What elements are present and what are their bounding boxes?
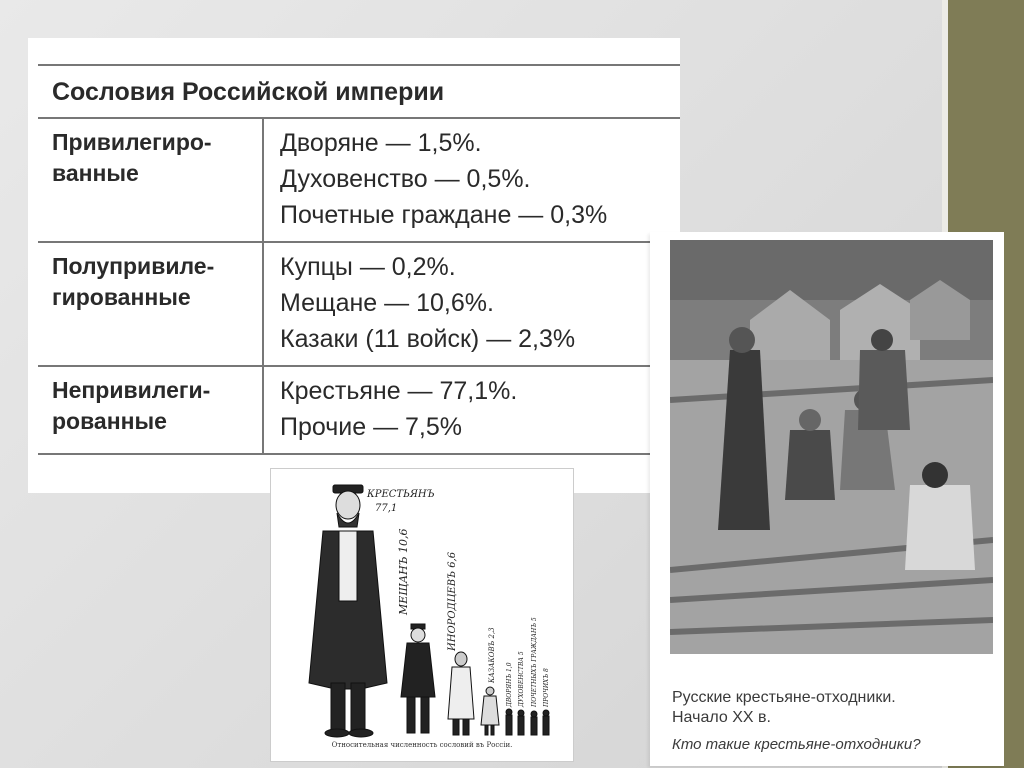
photo-caption-line: Начало XX в.: [672, 709, 771, 726]
group-label: [38, 366, 263, 454]
label-peasants: КРЕСТЬЯНЪ: [367, 489, 435, 500]
cossack-figure: [481, 687, 499, 735]
label-others: ПРОЧИХЪ 8: [543, 668, 550, 707]
small-figures: [506, 709, 549, 735]
label-clergy: ДУХОВЕНСТВА 5: [518, 651, 525, 707]
table-row: [38, 242, 680, 366]
label-natives: ИНОРОДЦЕВЪ 6,6: [447, 551, 458, 651]
group-label-line: Непривилеги-: [52, 377, 211, 403]
group-label: [38, 118, 263, 242]
estates-table-card: [28, 38, 680, 493]
label-peasants-value: 77,1: [375, 503, 398, 514]
group-label-line: Привилегиро-: [52, 129, 212, 155]
table-row: [38, 118, 680, 242]
table-title: Сословия Российской империи: [38, 65, 680, 118]
photo-caption: [672, 688, 998, 728]
group-label-line: рованные: [52, 408, 167, 434]
peasant-figure: [309, 485, 387, 737]
estates-table: [38, 64, 680, 455]
group-label-line: ванные: [52, 160, 139, 186]
list-item: Почетные граждане — 0,3%: [280, 201, 608, 229]
label-nobles: ДВОРЯНЪ 1,0: [506, 662, 513, 707]
engraving-caption: Относительная численность сословий въ Россіи.: [331, 741, 513, 749]
photo-card: [650, 232, 1004, 766]
list-item: Купцы — 0,2%.: [280, 253, 456, 281]
figures-illustration: [271, 469, 573, 761]
group-label: [38, 242, 263, 366]
group-label-line: гированные: [52, 284, 191, 310]
group-label-line: Полупривиле-: [52, 253, 215, 279]
group-items: [263, 366, 680, 454]
label-honorary-citizens: ПОЧЕТНЫХЪ ГРАЖДАНЪ 5: [531, 617, 538, 707]
list-item: Дворяне — 1,5%.: [280, 129, 482, 157]
photo-illustration: [670, 240, 993, 654]
table-header-row: [38, 65, 680, 118]
label-townsmen: МЕЩАНЪ 10,6: [397, 528, 410, 615]
list-item: Крестьяне — 77,1%.: [280, 377, 518, 405]
native-figure: [448, 652, 474, 735]
group-items: [263, 118, 680, 242]
list-item: Духовенство — 0,5%.: [280, 165, 531, 193]
photo-question: Кто такие крестьяне-отходники?: [672, 736, 921, 753]
townsman-figure: [401, 624, 435, 733]
table-row: [38, 366, 680, 454]
peasants-photo: [670, 240, 993, 654]
list-item: Мещане — 10,6%.: [280, 289, 494, 317]
estates-engraving: [270, 468, 574, 762]
list-item: Прочие — 7,5%: [280, 413, 462, 441]
label-cossacks: КАЗАКОВЪ 2,3: [488, 627, 496, 683]
group-items: [263, 242, 680, 366]
list-item: Казаки (11 войск) — 2,3%: [280, 325, 576, 353]
photo-caption-line: Русские крестьяне-отходники.: [672, 689, 896, 706]
